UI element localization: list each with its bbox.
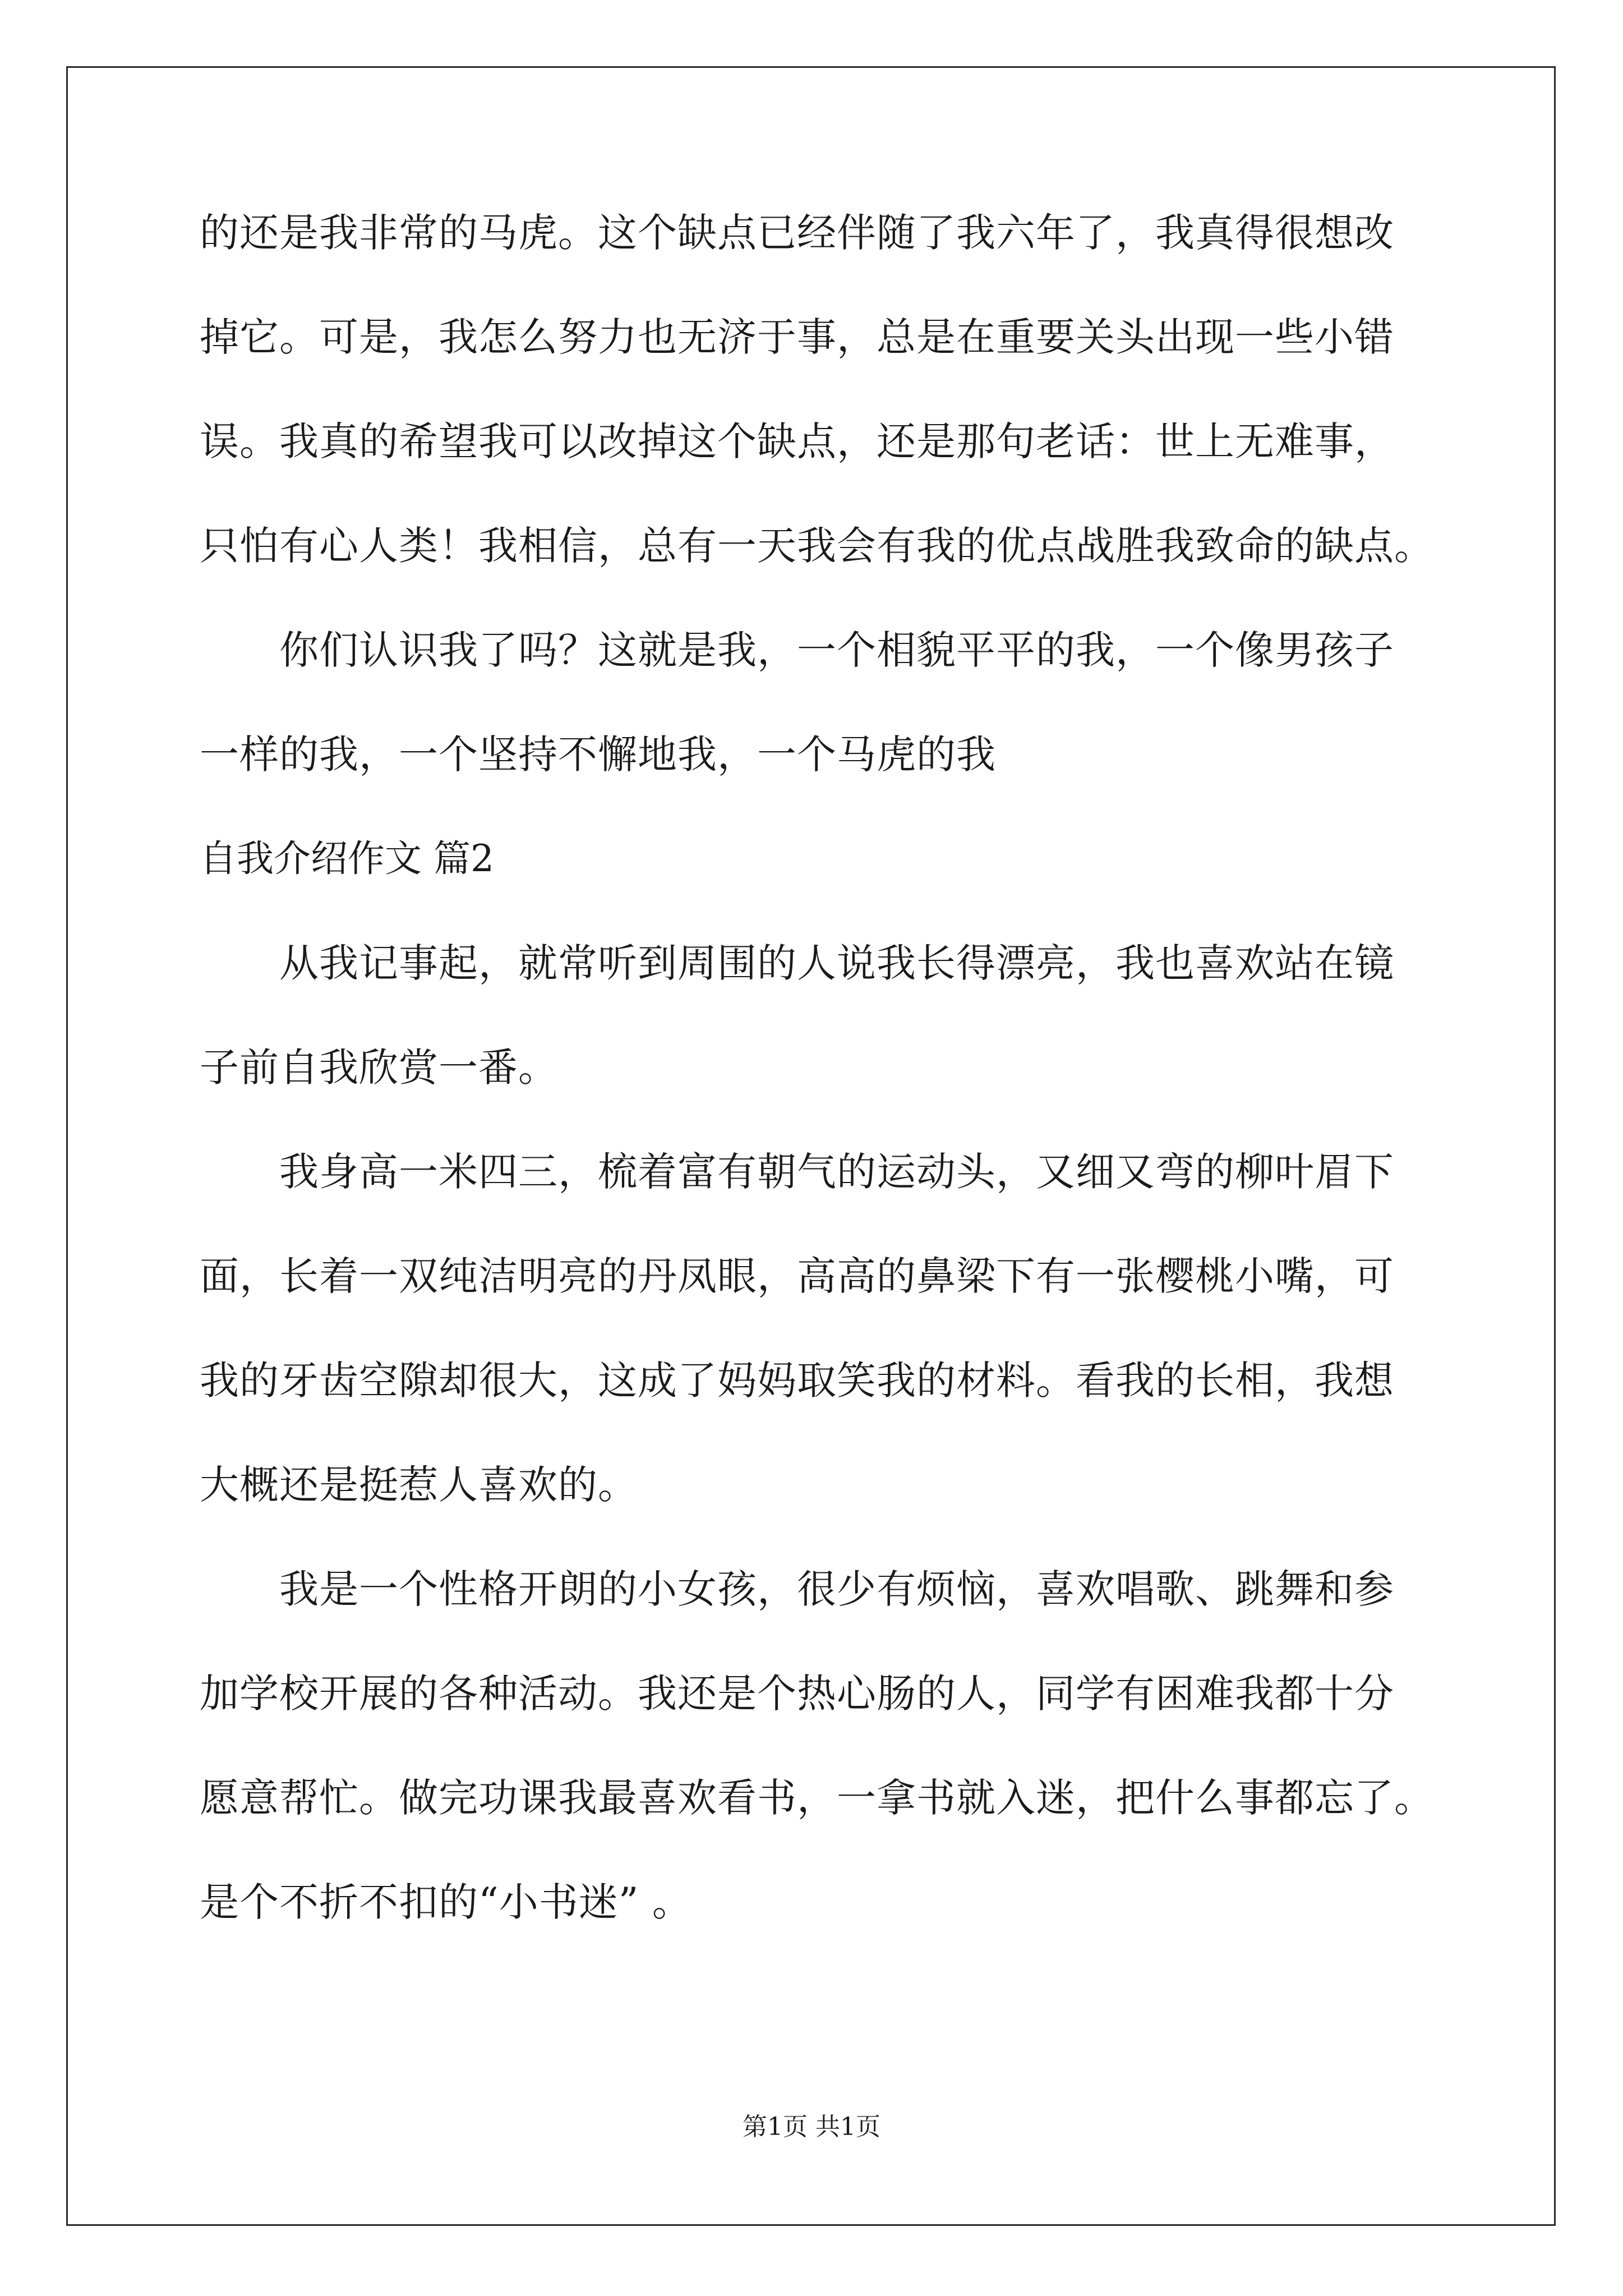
paragraph-line: 只怕有心人类！我相信，总有一天我会有我的优点战胜我致命的缺点。 xyxy=(200,523,1434,569)
page-number-footer: 第1页 共1页 xyxy=(743,2113,880,2141)
document-body xyxy=(200,210,1434,1987)
paragraph-line: 误。我真的希望我可以改掉这个缺点，还是那句老话：世上无难事， xyxy=(200,418,1394,464)
paragraph-line: 我的牙齿空隙却很大，这成了妈妈取笑我的材料。看我的长相，我想 xyxy=(200,1358,1394,1404)
paragraph-line: 从我记事起，就常听到周围的人说我长得漂亮，我也喜欢站在镜 xyxy=(279,940,1394,986)
paragraph-line: 子前自我欣赏一番。 xyxy=(200,1045,558,1091)
paragraph-line: 大概还是挺惹人喜欢的。 xyxy=(200,1462,638,1508)
paragraph-line: 一样的我，一个坚持不懈地我，一个马虎的我 xyxy=(200,731,996,777)
paragraph-line: 加学校开展的各种活动。我还是个热心肠的人，同学有困难我都十分 xyxy=(200,1671,1394,1717)
paragraph-line: 愿意帮忙。做完功课我最喜欢看书，一拿书就入迷，把什么事都忘了。 xyxy=(200,1775,1434,1821)
paragraph-line: 面，长着一双纯洁明亮的丹凤眼，高高的鼻梁下有一张樱桃小嘴，可 xyxy=(200,1253,1394,1299)
paragraph-line: 掉它。可是，我怎么努力也无济于事，总是在重要关头出现一些小错 xyxy=(200,314,1394,360)
paragraph-line: 的还是我非常的马虎。这个缺点已经伴随了我六年了，我真得很想改 xyxy=(200,210,1394,256)
paragraph-line: 是个不折不扣的“小书迷” 。 xyxy=(200,1879,692,1925)
section-heading: 自我介绍作文 篇2 xyxy=(200,837,494,880)
paragraph-line: 我是一个性格开朗的小女孩，很少有烦恼，喜欢唱歌、跳舞和参 xyxy=(279,1566,1394,1612)
paragraph-line: 你们认识我了吗？这就是我，一个相貌平平的我，一个像男孩子 xyxy=(279,627,1394,673)
paragraph-line: 我身高一米四三，梳着富有朝气的运动头，又细又弯的柳叶眉下 xyxy=(279,1149,1394,1195)
